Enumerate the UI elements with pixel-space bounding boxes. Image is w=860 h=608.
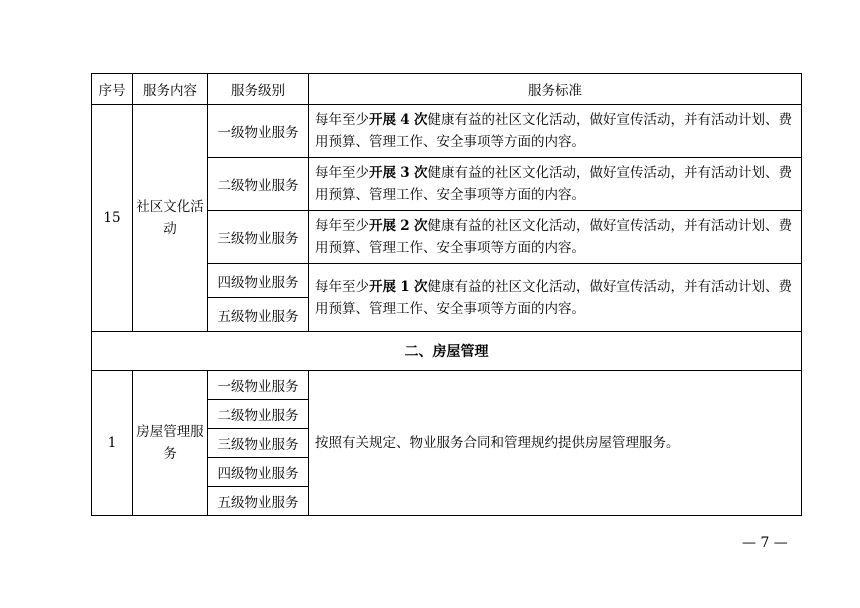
level-label: 四级物业服务 <box>208 264 309 298</box>
table-header-row <box>92 74 802 105</box>
header-index: 序号 <box>92 74 133 105</box>
level-label: 二级物业服务 <box>208 158 309 211</box>
header-service-standard: 服务标准 <box>309 74 802 105</box>
row-index: 1 <box>92 371 133 516</box>
row-service-content: 房屋管理服务 <box>133 371 208 516</box>
level-label: 五级物业服务 <box>208 298 309 332</box>
table-row <box>92 105 802 158</box>
service-standard-table <box>91 73 802 516</box>
row-service-content: 社区文化活动 <box>133 105 208 332</box>
level-label: 一级物业服务 <box>208 105 309 158</box>
section-row <box>92 332 802 371</box>
level-label: 三级物业服务 <box>208 211 309 264</box>
page-number: — 7 — <box>742 535 788 551</box>
level-label: 一级物业服务 <box>208 371 309 400</box>
level-label: 五级物业服务 <box>208 487 309 516</box>
row-index: 15 <box>92 105 133 332</box>
standard-text: 按照有关规定、物业服务合同和管理规约提供房屋管理服务。 <box>309 371 802 516</box>
level-label: 二级物业服务 <box>208 400 309 429</box>
table-row <box>92 371 802 400</box>
header-service-level: 服务级别 <box>208 74 309 105</box>
header-service-content: 服务内容 <box>133 74 208 105</box>
standard-text: 每年至少开展 1 次健康有益的社区文化活动，做好宣传活动，并有活动计划、费用预算、管理工作、安全事项等方面的内容。 <box>309 264 802 332</box>
standard-text: 每年至少开展 3 次健康有益的社区文化活动，做好宣传活动，并有活动计划、费用预算、管理工作、安全事项等方面的内容。 <box>309 158 802 211</box>
section-title: 二、房屋管理 <box>92 332 802 371</box>
standard-text: 每年至少开展 4 次健康有益的社区文化活动，做好宣传活动，并有活动计划、费用预算、管理工作、安全事项等方面的内容。 <box>309 105 802 158</box>
level-label: 三级物业服务 <box>208 429 309 458</box>
standard-text: 每年至少开展 2 次健康有益的社区文化活动，做好宣传活动，并有活动计划、费用预算、管理工作、安全事项等方面的内容。 <box>309 211 802 264</box>
level-label: 四级物业服务 <box>208 458 309 487</box>
